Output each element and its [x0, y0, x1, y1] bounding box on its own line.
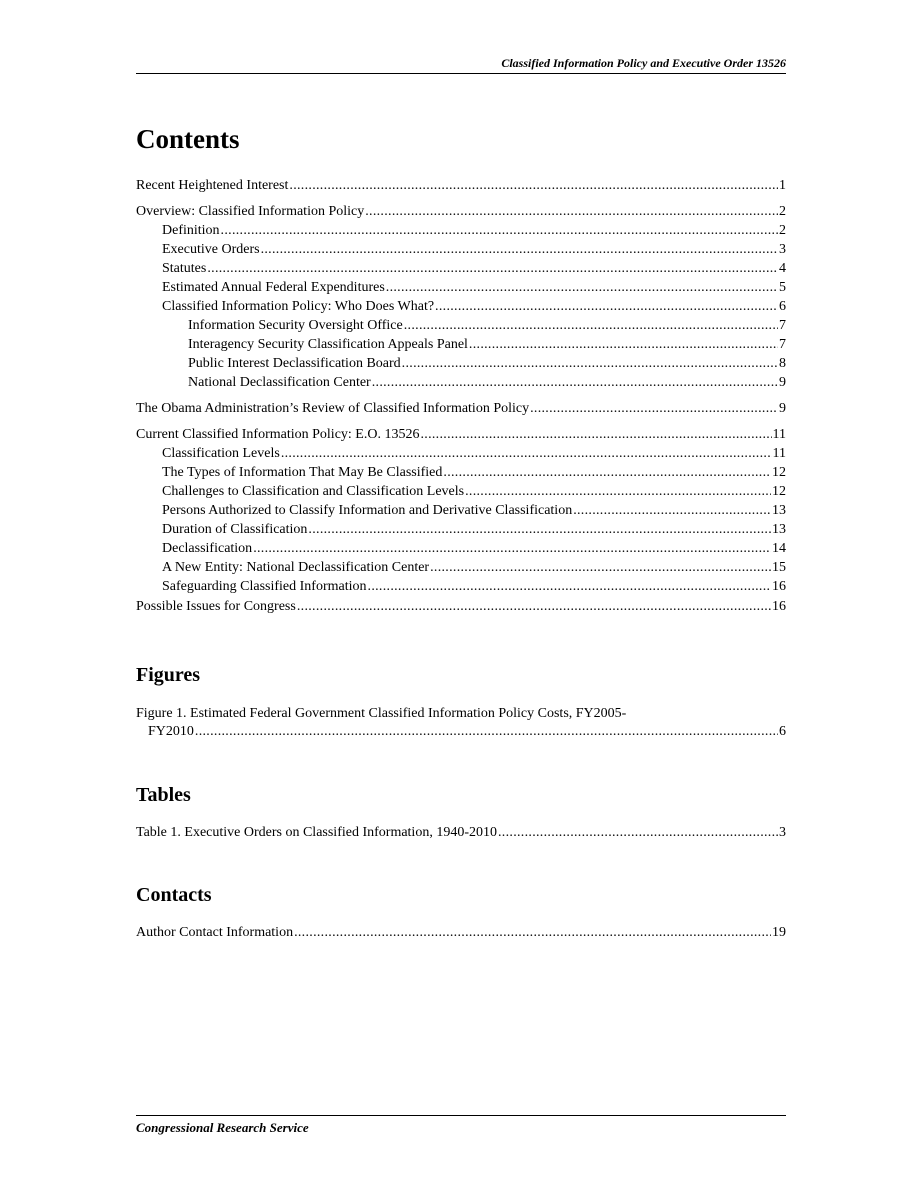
toc-entry-page: 15	[772, 560, 786, 575]
toc-entry[interactable]	[136, 598, 786, 616]
dot-leader	[253, 539, 771, 558]
footer-org: Congressional Research Service	[136, 1120, 309, 1135]
footer-rule	[136, 1115, 786, 1116]
toc-entry[interactable]	[136, 501, 786, 520]
toc-entry-title: Declassification	[162, 541, 253, 556]
toc-entry-page: 16	[772, 579, 786, 594]
dot-leader	[498, 824, 778, 842]
contact-entry-page: 19	[772, 925, 786, 940]
dot-leader	[221, 221, 778, 240]
toc-entry[interactable]	[136, 400, 786, 418]
toc-entry[interactable]	[136, 463, 786, 482]
toc-entry-page: 7	[779, 337, 786, 352]
toc-entry-page: 9	[779, 401, 786, 416]
toc-entry-title: Executive Orders	[162, 242, 260, 257]
dot-leader	[443, 463, 771, 482]
toc-entry[interactable]	[136, 426, 786, 444]
toc-entry-title: Current Classified Information Policy: E.O. 13526	[136, 427, 420, 442]
toc-entry-page: 9	[779, 375, 786, 390]
toc-entry-page: 11	[772, 427, 786, 442]
toc-entry-page: 2	[779, 204, 786, 219]
dot-leader	[435, 297, 778, 316]
toc-entry-title: The Types of Information That May Be Classified	[162, 465, 443, 480]
toc-entry[interactable]	[136, 240, 786, 259]
table-of-contents	[136, 177, 786, 616]
toc-entry[interactable]	[136, 520, 786, 539]
toc-entry-page: 1	[779, 178, 786, 193]
toc-entry-page: 6	[779, 299, 786, 314]
toc-entry[interactable]	[136, 316, 786, 335]
toc-entry-title: Definition	[162, 223, 220, 238]
dot-leader	[530, 400, 778, 418]
toc-entry[interactable]	[136, 203, 786, 221]
dot-leader	[308, 520, 771, 539]
toc-entry-title: National Declassification Center	[188, 375, 371, 390]
dot-leader	[297, 598, 771, 616]
dot-leader	[404, 316, 778, 335]
toc-entry[interactable]	[136, 259, 786, 278]
toc-entry-title: Information Security Oversight Office	[188, 318, 403, 333]
toc-entry-title: Estimated Annual Federal Expenditures	[162, 280, 385, 295]
toc-entry-page: 4	[779, 261, 786, 276]
dot-leader	[386, 278, 778, 297]
dot-leader	[469, 335, 778, 354]
dot-leader	[294, 924, 771, 942]
toc-entry-page: 16	[772, 599, 786, 614]
toc-entry-title: Challenges to Classification and Classification Levels	[162, 484, 465, 499]
dot-leader	[289, 177, 778, 195]
table-entry[interactable]	[136, 824, 786, 842]
figure-entry-page: 6	[779, 724, 786, 739]
contacts-list	[136, 924, 786, 942]
figures-heading: Figures	[136, 664, 201, 686]
toc-entry-title: Interagency Security Classification Appeals Panel	[188, 337, 468, 352]
tables-heading: Tables	[136, 784, 191, 806]
toc-entry-title: Recent Heightened Interest	[136, 178, 289, 193]
toc-entry-title: Statutes	[162, 261, 207, 276]
toc-entry-page: 8	[779, 356, 786, 371]
toc-entry-title: Duration of Classification	[162, 522, 308, 537]
toc-entry[interactable]	[136, 354, 786, 373]
dot-leader	[573, 501, 771, 520]
toc-entry[interactable]	[136, 558, 786, 577]
toc-entry-title: Safeguarding Classified Information	[162, 579, 367, 594]
toc-entry-title: Public Interest Declassification Board	[188, 356, 401, 371]
contact-entry[interactable]	[136, 924, 786, 942]
contents-title: Contents	[136, 124, 240, 154]
toc-entry-title: Possible Issues for Congress	[136, 599, 296, 614]
contacts-heading: Contacts	[136, 884, 212, 906]
dot-leader	[372, 373, 778, 392]
toc-entry-page: 12	[772, 484, 786, 499]
toc-entry-title: Persons Authorized to Classify Information and Derivative Classification	[162, 503, 573, 518]
figure-entry[interactable]	[136, 723, 786, 741]
toc-entry[interactable]	[136, 577, 786, 596]
toc-entry-title: The Obama Administration’s Review of Classified Information Policy	[136, 401, 530, 416]
figures-list	[136, 705, 786, 741]
toc-entry-page: 13	[772, 522, 786, 537]
toc-entry-page: 7	[779, 318, 786, 333]
toc-entry-page: 2	[779, 223, 786, 238]
toc-entry[interactable]	[136, 278, 786, 297]
toc-entry[interactable]	[136, 297, 786, 316]
dot-leader	[261, 240, 778, 259]
dot-leader	[207, 259, 778, 278]
tables-list	[136, 824, 786, 842]
dot-leader	[430, 558, 771, 577]
document-page	[136, 0, 786, 1191]
toc-entry[interactable]	[136, 221, 786, 240]
toc-entry-page: 3	[779, 242, 786, 257]
dot-leader	[195, 723, 778, 741]
toc-entry[interactable]	[136, 177, 786, 195]
toc-entry-page: 5	[779, 280, 786, 295]
dot-leader	[368, 577, 771, 596]
toc-entry-page: 12	[772, 465, 786, 480]
running-header: Classified Information Policy and Executive Order 13526	[501, 56, 786, 70]
toc-entry-page: 14	[772, 541, 786, 556]
dot-leader	[465, 482, 771, 501]
contact-entry-title: Author Contact Information	[136, 925, 294, 940]
table-entry-page: 3	[779, 825, 786, 840]
figure-entry-title[interactable]: Figure 1. Estimated Federal Government Classified Information Policy Costs, FY2005-	[136, 706, 627, 721]
table-entry-title: Table 1. Executive Orders on Classified Information, 1940-2010	[136, 825, 497, 840]
dot-leader	[402, 354, 778, 373]
toc-entry[interactable]	[136, 482, 786, 501]
toc-entry-title: Overview: Classified Information Policy	[136, 204, 365, 219]
dot-leader	[365, 203, 778, 221]
toc-entry-page: 13	[772, 503, 786, 518]
toc-entry[interactable]	[136, 335, 786, 354]
toc-entry-title: Classified Information Policy: Who Does What?	[162, 299, 435, 314]
toc-entry-title: A New Entity: National Declassification Center	[162, 560, 430, 575]
toc-entry-page: 11	[772, 446, 786, 461]
header-rule	[136, 73, 786, 74]
toc-entry[interactable]	[136, 444, 786, 463]
dot-leader	[281, 444, 772, 463]
toc-entry[interactable]	[136, 539, 786, 558]
dot-leader	[420, 426, 771, 444]
figure-entry-title-cont: FY2010	[148, 724, 194, 739]
toc-entry-title: Classification Levels	[162, 446, 280, 461]
toc-entry[interactable]	[136, 373, 786, 392]
